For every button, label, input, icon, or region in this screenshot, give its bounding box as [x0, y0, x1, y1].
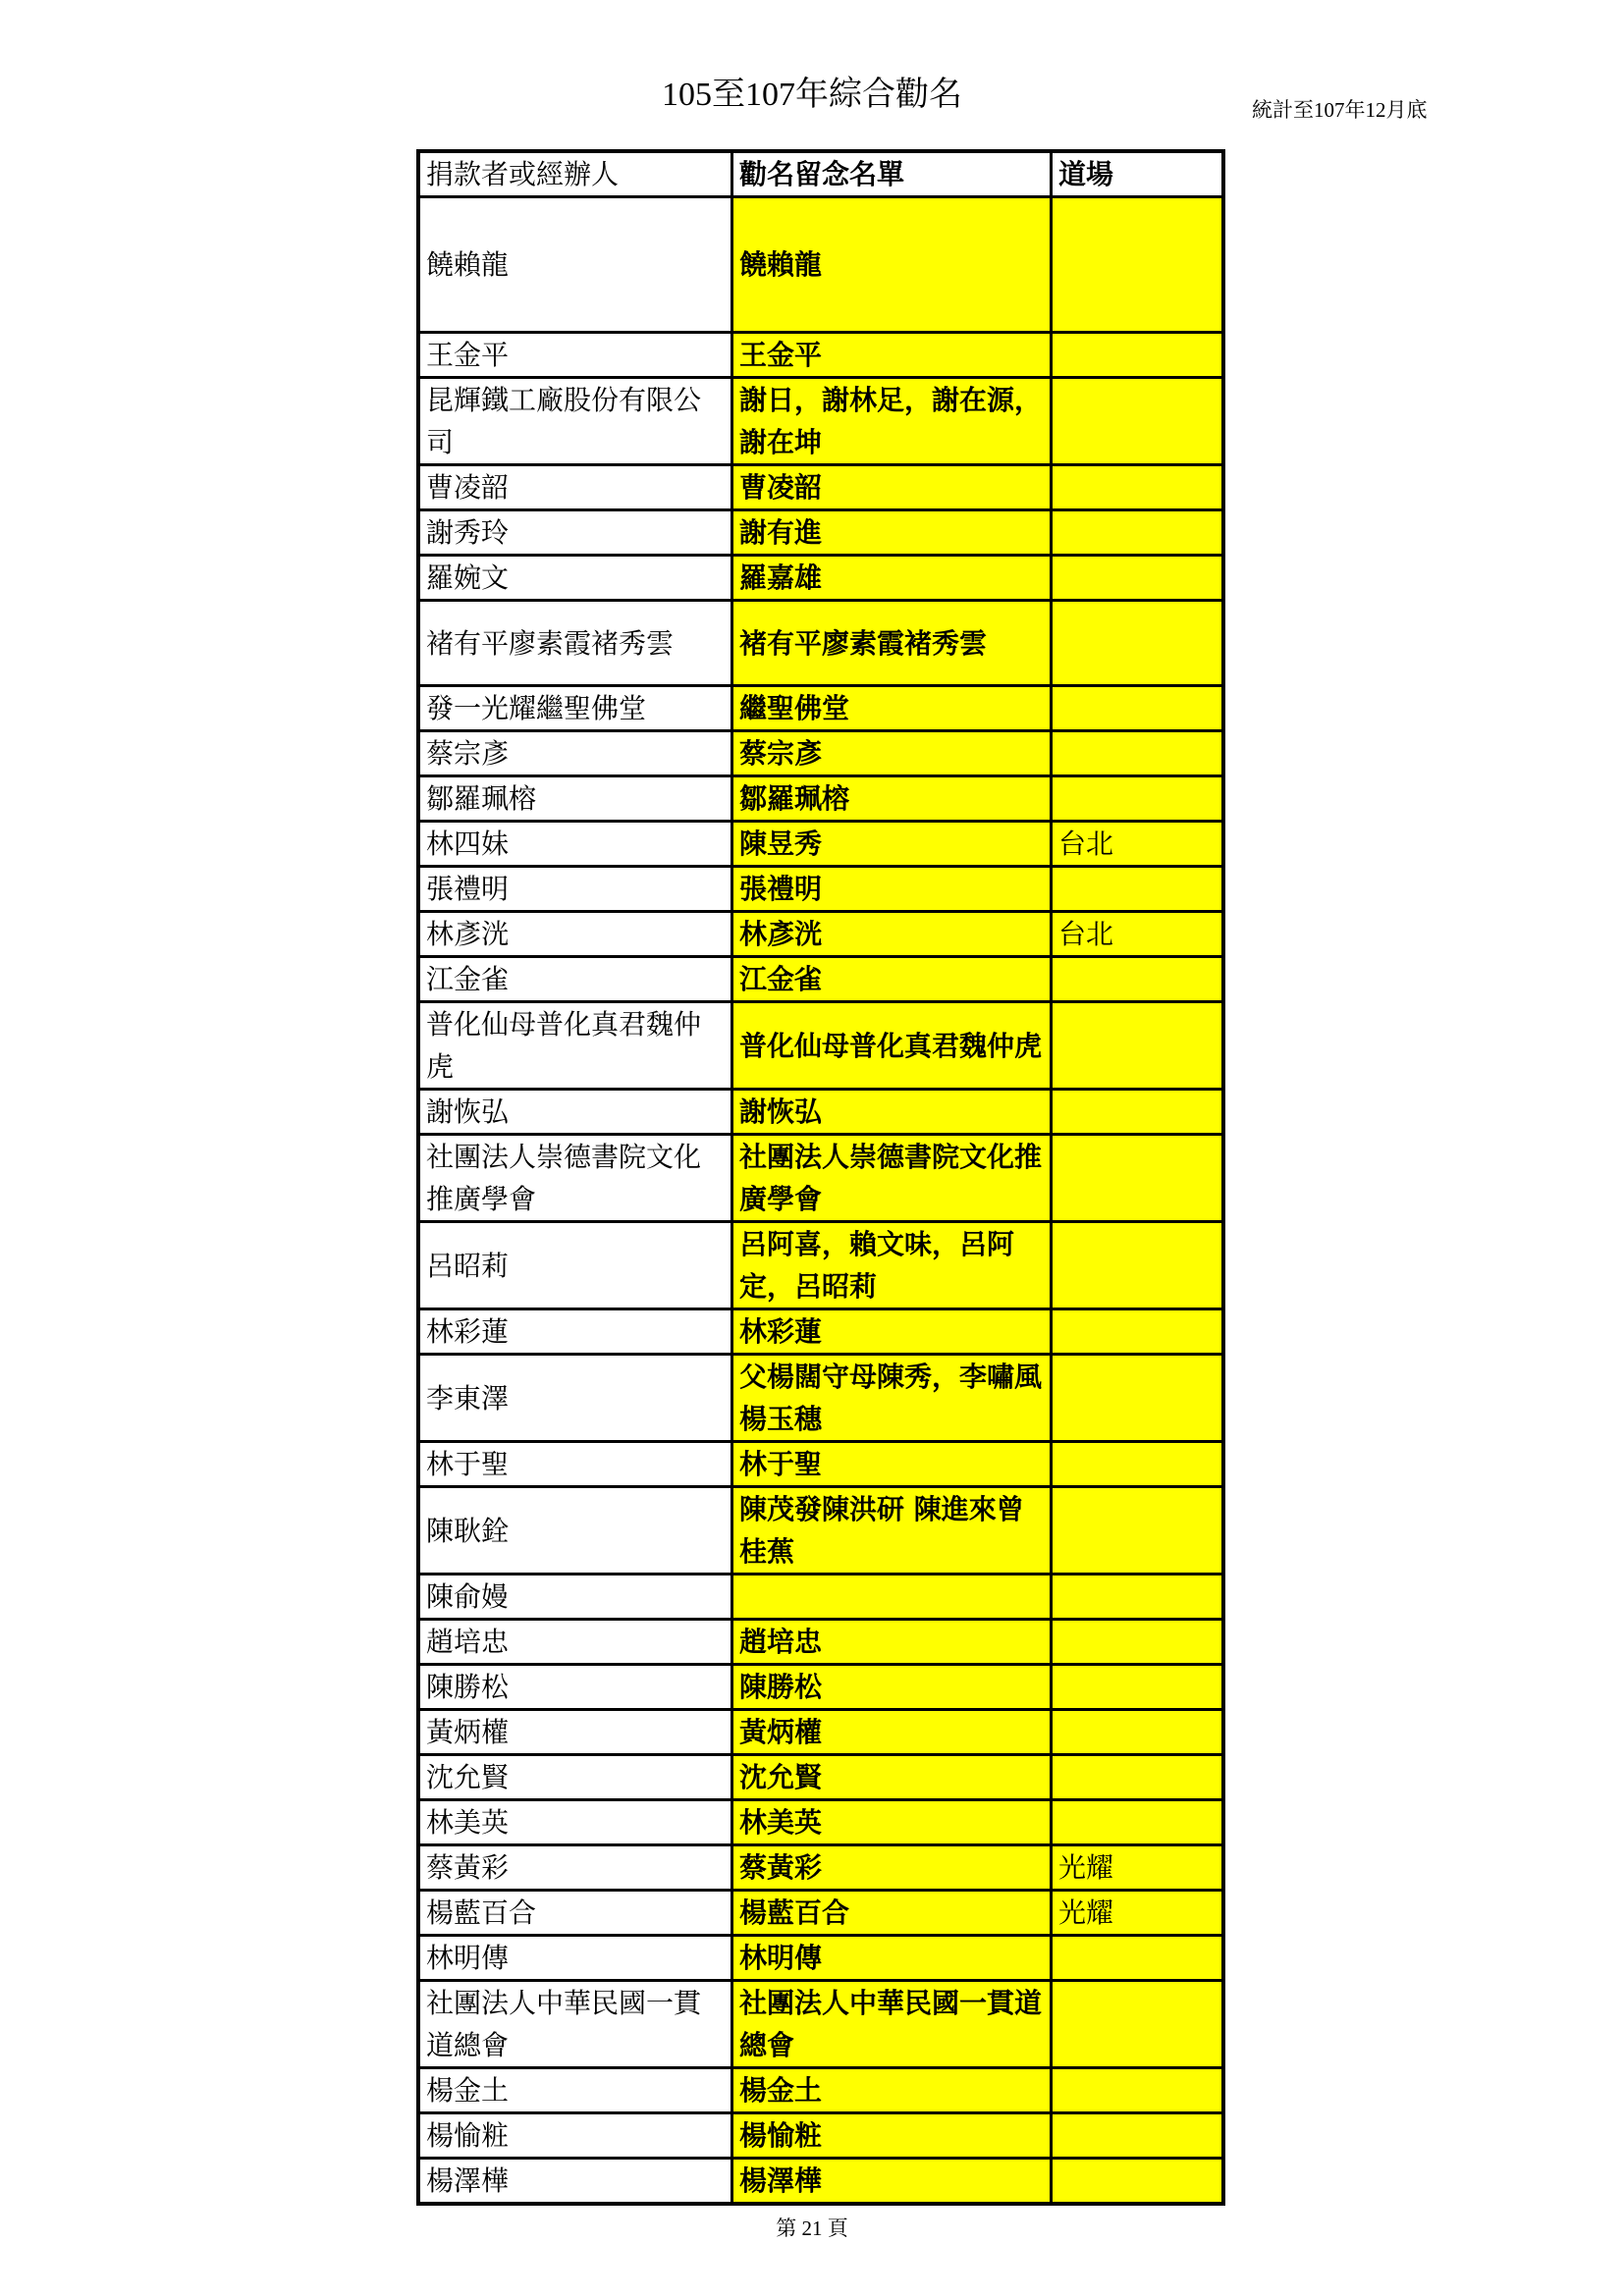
table-row: [418, 378, 1223, 465]
table-row: [418, 1355, 1223, 1442]
memorial-names-cell: 沈允賢: [732, 1755, 1052, 1800]
memorial-names-cell: 王金平: [732, 333, 1052, 378]
memorial-names-cell: 普化仙母普化真君魏仲虎: [732, 1002, 1052, 1090]
temple-cell: [1052, 1442, 1224, 1487]
donor-cell: 曹凌韶: [418, 465, 732, 510]
table-row: [418, 1002, 1223, 1090]
donor-cell: 呂昭莉: [418, 1222, 732, 1309]
donor-cell: 楊澤樺: [418, 2159, 732, 2205]
table-row: [418, 1665, 1223, 1710]
temple-cell: [1052, 1135, 1224, 1222]
memorial-names-cell: 林于聖: [732, 1442, 1052, 1487]
donor-cell: 社團法人中華民國一貫道總會: [418, 1981, 732, 2068]
temple-cell: [1052, 1755, 1224, 1800]
table-body: [418, 197, 1223, 2205]
temple-cell: [1052, 556, 1224, 601]
donor-cell: 陳耿銓: [418, 1487, 732, 1575]
table-row: [418, 822, 1223, 867]
column-header-temple: 道場: [1052, 151, 1224, 197]
memorial-names-cell: 林彩蓮: [732, 1309, 1052, 1355]
donor-cell: 褚有平廖素霞褚秀雲: [418, 601, 732, 686]
donor-cell: 楊藍百合: [418, 1891, 732, 1936]
temple-cell: 台北: [1052, 912, 1224, 957]
donor-cell: 發一光耀繼聖佛堂: [418, 686, 732, 731]
donor-cell: 江金雀: [418, 957, 732, 1002]
memorial-names-cell: 林彥洸: [732, 912, 1052, 957]
temple-cell: [1052, 510, 1224, 556]
temple-cell: [1052, 867, 1224, 912]
temple-cell: [1052, 2159, 1224, 2205]
donor-cell: 羅婉文: [418, 556, 732, 601]
memorial-names-cell: 社團法人中華民國一貫道總會: [732, 1981, 1052, 2068]
memorial-names-cell: 陳昱秀: [732, 822, 1052, 867]
temple-cell: [1052, 957, 1224, 1002]
table-row: [418, 197, 1223, 333]
temple-cell: [1052, 776, 1224, 822]
memorial-names-cell: 羅嘉雄: [732, 556, 1052, 601]
donor-cell: 楊愉粧: [418, 2113, 732, 2159]
table-row: [418, 1755, 1223, 1800]
temple-cell: [1052, 465, 1224, 510]
temple-cell: [1052, 1620, 1224, 1665]
donor-cell: 林明傳: [418, 1936, 732, 1981]
table-row: [418, 556, 1223, 601]
memorial-names-cell: 蔡黃彩: [732, 1845, 1052, 1891]
donor-cell: 林彥洸: [418, 912, 732, 957]
memorial-names-cell: 蔡宗彥: [732, 731, 1052, 776]
table-row: [418, 1800, 1223, 1845]
temple-cell: [1052, 1710, 1224, 1755]
memorial-names-cell: 謝日，謝林足，謝在源，謝在坤: [732, 378, 1052, 465]
temple-cell: [1052, 1800, 1224, 1845]
temple-cell: 光耀: [1052, 1891, 1224, 1936]
table-row: [418, 1845, 1223, 1891]
temple-cell: [1052, 1981, 1224, 2068]
memorial-names-cell: 陳勝松: [732, 1665, 1052, 1710]
table-row: [418, 686, 1223, 731]
donor-cell: 陳勝松: [418, 1665, 732, 1710]
donor-cell: 蔡宗彥: [418, 731, 732, 776]
temple-cell: [1052, 1936, 1224, 1981]
temple-cell: [1052, 1665, 1224, 1710]
donor-cell: 林美英: [418, 1800, 732, 1845]
table-row: [418, 776, 1223, 822]
donor-cell: 蔡黃彩: [418, 1845, 732, 1891]
memorial-names-cell: 饒賴龍: [732, 197, 1052, 333]
memorial-names-cell: 林明傳: [732, 1936, 1052, 1981]
table-row: [418, 510, 1223, 556]
donor-cell: 謝秀玲: [418, 510, 732, 556]
column-header-names: 勸名留念名單: [732, 151, 1052, 197]
donor-cell: 王金平: [418, 333, 732, 378]
donor-cell: 沈允賢: [418, 1755, 732, 1800]
memorial-names-cell: 鄒羅珮榕: [732, 776, 1052, 822]
memorial-names-cell: 社團法人崇德書院文化推廣學會: [732, 1135, 1052, 1222]
table-row: [418, 957, 1223, 1002]
table-row: [418, 2068, 1223, 2113]
temple-cell: [1052, 1309, 1224, 1355]
table-row: [418, 1135, 1223, 1222]
table-row: [418, 1090, 1223, 1135]
page-number: 第 21 頁: [776, 2216, 848, 2240]
table-row: [418, 601, 1223, 686]
donor-cell: 謝恢弘: [418, 1090, 732, 1135]
donor-cell: 昆輝鐵工廠股份有限公司: [418, 378, 732, 465]
table-row: [418, 1620, 1223, 1665]
donor-cell: 黃炳權: [418, 1710, 732, 1755]
memorial-names-cell: 謝恢弘: [732, 1090, 1052, 1135]
memorial-names-cell: 褚有平廖素霞褚秀雲: [732, 601, 1052, 686]
donor-cell: 饒賴龍: [418, 197, 732, 333]
memorial-names-cell: 陳茂發陳洪研 陳進來曾桂蕉: [732, 1487, 1052, 1575]
temple-cell: [1052, 2113, 1224, 2159]
table-row: [418, 1981, 1223, 2068]
table-row: [418, 867, 1223, 912]
donor-cell: 陳俞嫚: [418, 1575, 732, 1620]
table-row: [418, 1891, 1223, 1936]
table-row: [418, 912, 1223, 957]
table-header-row: [418, 151, 1223, 197]
memorial-names-cell: 父楊闊守母陳秀，李嘯風楊玉穗: [732, 1355, 1052, 1442]
temple-cell: [1052, 1090, 1224, 1135]
memorial-names-cell: 楊愉粧: [732, 2113, 1052, 2159]
table-row: [418, 1222, 1223, 1309]
temple-cell: 台北: [1052, 822, 1224, 867]
memorial-names-cell: 謝有進: [732, 510, 1052, 556]
page-title: 105至107年綜合勸名: [662, 77, 962, 113]
donor-cell: 趙培忠: [418, 1620, 732, 1665]
memorial-names-cell: 繼聖佛堂: [732, 686, 1052, 731]
memorial-names-cell: 江金雀: [732, 957, 1052, 1002]
temple-cell: [1052, 1575, 1224, 1620]
temple-cell: [1052, 1002, 1224, 1090]
donor-cell: 普化仙母普化真君魏仲虎: [418, 1002, 732, 1090]
memorial-names-cell: 張禮明: [732, 867, 1052, 912]
memorial-names-cell: [732, 1575, 1052, 1620]
table-row: [418, 1309, 1223, 1355]
memorial-names-cell: 趙培忠: [732, 1620, 1052, 1665]
statistics-date-note: 統計至107年12月底: [1252, 98, 1428, 122]
temple-cell: [1052, 601, 1224, 686]
donor-cell: 張禮明: [418, 867, 732, 912]
table-row: [418, 1710, 1223, 1755]
donor-cell: 李東澤: [418, 1355, 732, 1442]
memorial-names-cell: 黃炳權: [732, 1710, 1052, 1755]
table-row: [418, 333, 1223, 378]
temple-cell: [1052, 1355, 1224, 1442]
table-row: [418, 1442, 1223, 1487]
table-row: [418, 1936, 1223, 1981]
donor-cell: 林四妹: [418, 822, 732, 867]
memorial-names-cell: 楊藍百合: [732, 1891, 1052, 1936]
memorial-names-cell: 曹凌韶: [732, 465, 1052, 510]
donor-cell: 社團法人崇德書院文化推廣學會: [418, 1135, 732, 1222]
table-row: [418, 1487, 1223, 1575]
memorial-names-cell: 楊金土: [732, 2068, 1052, 2113]
temple-cell: [1052, 333, 1224, 378]
donor-cell: 林彩蓮: [418, 1309, 732, 1355]
table-row: [418, 2113, 1223, 2159]
temple-cell: [1052, 2068, 1224, 2113]
temple-cell: [1052, 1487, 1224, 1575]
memorial-names-cell: 林美英: [732, 1800, 1052, 1845]
temple-cell: [1052, 1222, 1224, 1309]
donor-cell: 楊金土: [418, 2068, 732, 2113]
column-header-donor: 捐款者或經辦人: [418, 151, 732, 197]
donor-cell: 林于聖: [418, 1442, 732, 1487]
temple-cell: [1052, 686, 1224, 731]
temple-cell: 光耀: [1052, 1845, 1224, 1891]
memorial-names-cell: 呂阿喜，賴文味，呂阿定，呂昭莉: [732, 1222, 1052, 1309]
table-row: [418, 1575, 1223, 1620]
table-row: [418, 2159, 1223, 2205]
table-row: [418, 465, 1223, 510]
temple-cell: [1052, 378, 1224, 465]
temple-cell: [1052, 197, 1224, 333]
donor-cell: 鄒羅珮榕: [418, 776, 732, 822]
table-row: [418, 731, 1223, 776]
memorial-names-cell: 楊澤樺: [732, 2159, 1052, 2205]
temple-cell: [1052, 731, 1224, 776]
donation-table: [416, 149, 1225, 2206]
